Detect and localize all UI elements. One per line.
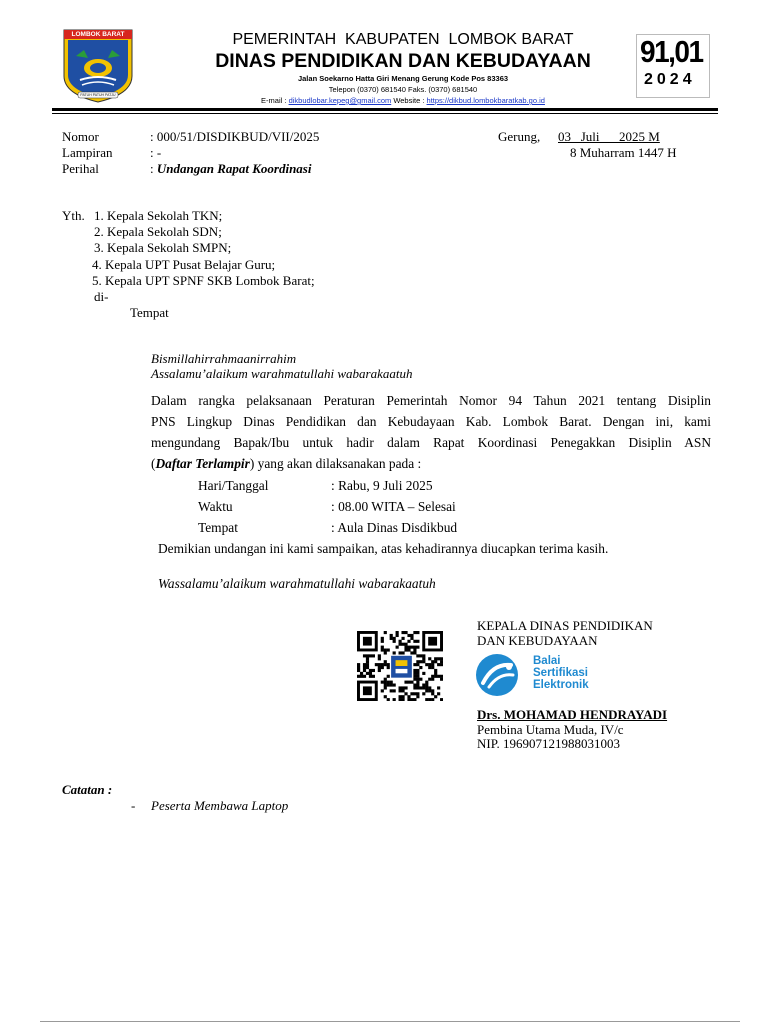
signer-title-1: KEPALA DINAS PENDIDIKAN xyxy=(477,618,653,633)
office-phone: Telepon (0370) 681540 Faks. (0370) 681540 xyxy=(328,85,478,94)
recipient-item-1: 1. Kepala Sekolah TKN; xyxy=(94,208,223,223)
anniversary-badge xyxy=(636,34,710,98)
bsre-text-3: Elektronik xyxy=(533,679,589,691)
website-label: Website : xyxy=(391,96,427,105)
detail-value-time: : 08.00 WITA – Selesai xyxy=(331,499,456,514)
notes-dash: - xyxy=(131,798,136,813)
nomor-value: : 000/51/DISDIKBUD/VII/2025 xyxy=(150,129,320,144)
detail-label-place: Tempat xyxy=(198,520,238,535)
signer-name: Drs. MOHAMAD HENDRAYADI xyxy=(477,707,668,722)
recipient-item-4: 4. Kepala UPT Pusat Belajar Guru; xyxy=(92,257,276,272)
notes-label: Catatan : xyxy=(62,782,113,797)
bsre-logo-icon xyxy=(475,653,521,697)
letter-date-hijri: 8 Muharram 1447 H xyxy=(570,145,677,160)
office-name: DINAS PENDIDIKAN DAN KEBUDAYAAN xyxy=(215,50,591,72)
logo-banner-text: LOMBOK BARAT xyxy=(71,31,125,38)
logo-motto-text: PATUH PATUH PATJU xyxy=(80,93,116,97)
page-bottom-edge xyxy=(40,1021,740,1022)
paragraph-line-4 xyxy=(151,456,421,472)
perihal-colon: : xyxy=(150,161,157,176)
perihal-label: Perihal xyxy=(62,161,99,176)
anniversary-year: 2024 xyxy=(644,71,696,88)
detail-value-date: : Rabu, 9 Juli 2025 xyxy=(331,478,433,493)
signature-qr-code xyxy=(357,631,443,701)
perihal-value: Undangan Rapat Koordinasi xyxy=(156,161,312,176)
letter-place: Gerung, xyxy=(498,129,541,144)
detail-value-place: : Aula Dinas Disdikbud xyxy=(331,520,458,535)
qr-code-icon xyxy=(357,631,443,701)
letterhead xyxy=(0,0,768,118)
nomor-label: Nomor xyxy=(62,129,99,144)
paragraph-line-4-rest: yang akan dilaksanakan pada : xyxy=(254,456,422,471)
email-link[interactable]: dikbudlobar.kepeg@gmail.com xyxy=(288,96,392,105)
perihal-line xyxy=(150,161,311,177)
government-name: PEMERINTAH KABUPATEN LOMBOK BARAT xyxy=(232,31,574,48)
website-link[interactable]: https://dikbud.lombokbaratkab.go.id xyxy=(426,96,545,105)
bismillah: Bismillahirrahmaanirrahim xyxy=(151,351,297,366)
paren-open: ( xyxy=(151,456,156,471)
bsre-stamp xyxy=(475,653,625,697)
detail-label-time: Waktu xyxy=(198,499,233,514)
detail-label-date: Hari/Tanggal xyxy=(198,478,269,493)
recipient-di: di- xyxy=(94,289,109,304)
letterhead-divider-thin xyxy=(52,113,718,114)
office-address: Jalan Soekarno Hatta Giri Menang Gerung Kode Pos 83363 xyxy=(297,74,509,83)
closing-sentence: Demikian undangan ini kami sampaikan, atas kehadirannya diucapkan terima kasih. xyxy=(158,541,609,556)
regency-logo xyxy=(62,28,134,104)
office-contact-line xyxy=(140,96,666,106)
bsre-text-1: Balai xyxy=(533,655,561,667)
lampiran-label: Lampiran xyxy=(62,145,113,160)
letterhead-divider xyxy=(52,108,718,111)
notes-item: Peserta Membawa Laptop xyxy=(151,798,289,813)
closing-salam: Wassalamu’alaikum warahmatullahi wabarakaatuh xyxy=(158,576,436,591)
paragraph-line-3: mengundang Bapak/Ibu untuk hadir dalam Rapat Koordinasi Penegakkan Disiplin ASN xyxy=(151,435,711,450)
email-label: E-mail : xyxy=(261,96,289,105)
signer-rank: Pembina Utama Muda, IV/c xyxy=(477,722,624,737)
letter-date-masehi: 03 Juli 2025 M xyxy=(558,129,660,144)
paren-close: ) xyxy=(249,456,255,471)
signer-nip: NIP. 196907121988031003 xyxy=(477,736,621,751)
anniversary-number: 91,01 xyxy=(640,34,703,69)
recipient-item-3: 3. Kepala Sekolah SMPN; xyxy=(94,240,232,255)
paragraph-line-2: PNS Lingkup Dinas Pendidikan dan Kebudayaan Kab. Lombok Barat. Dengan ini, kami xyxy=(151,414,711,429)
signer-title-2: DAN KEBUDAYAAN xyxy=(477,633,598,648)
recipient-tempat: Tempat xyxy=(130,305,169,320)
recipient-yth: Yth. xyxy=(62,208,85,223)
recipient-item-5: 5. Kepala UPT SPNF SKB Lombok Barat; xyxy=(92,273,315,288)
paragraph-line-1: Dalam rangka pelaksanaan Peraturan Pemerintah Nomor 94 Tahun 2021 tentang Disiplin xyxy=(151,393,711,408)
daftar-terlampir: Daftar Terlampir xyxy=(155,456,250,471)
recipient-item-2: 2. Kepala Sekolah SDN; xyxy=(94,224,222,239)
lampiran-value: : - xyxy=(150,145,162,160)
bsre-text-2: Sertifikasi xyxy=(533,667,588,679)
opening-salam: Assalamu’alaikum warahmatullahi wabarakaatuh xyxy=(151,366,413,381)
